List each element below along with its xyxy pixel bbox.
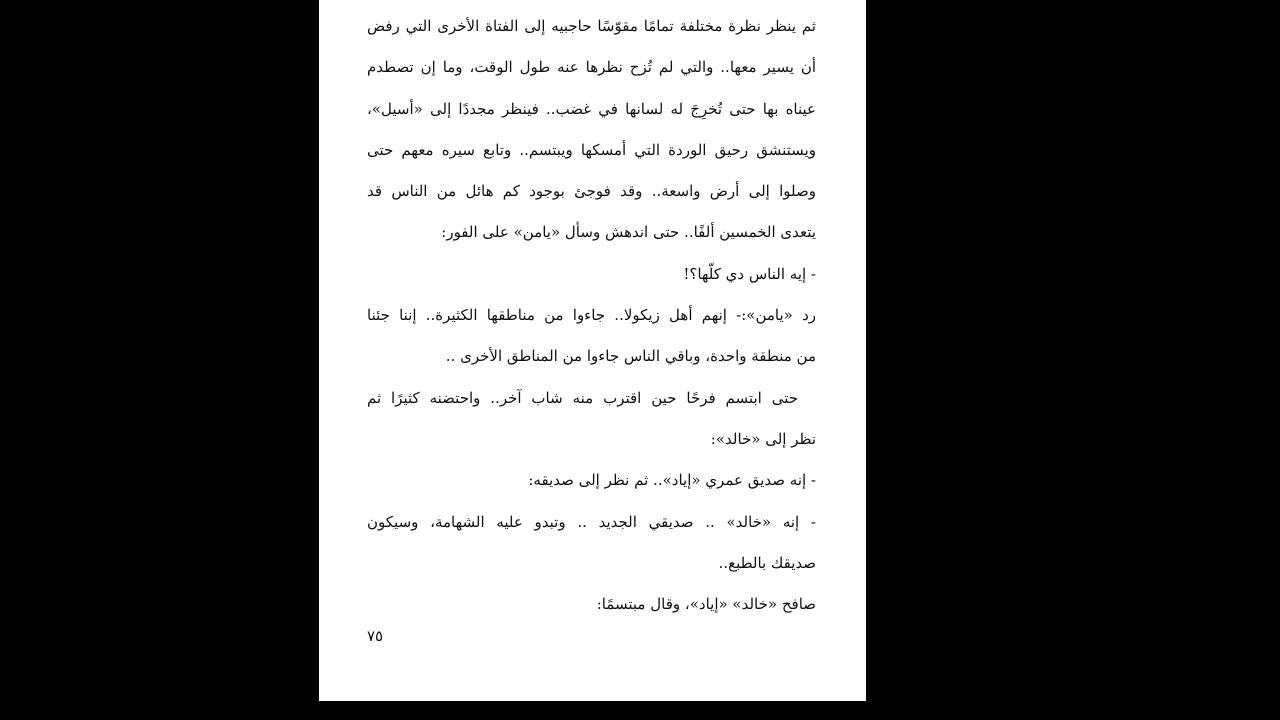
text-line: أن يسير معها.. والتي لم تُزح نظرها عنه طول الوقت، وما إن تصطدم [367,58,816,77]
dialogue-line: - إنه «خالد» .. صديقي الجديد .. وتبدو عليه الشهامة، وسيكون [367,512,816,531]
text-line: صديقك بالطبع.. [718,553,816,572]
page-body-text [367,6,816,625]
page-number: ٧٥ [367,627,384,645]
book-page [319,0,866,701]
text-line: نظر إلى «خالد»: [710,429,816,448]
text-line: يتعدى الخمسين ألفًا.. حتى اندهش وسأل «يامن» على الفور: [441,223,816,242]
text-line: ويستنشق رحيق الوردة التي أمسكها ويبتسم.. وتابع سيره معهم حتى [367,140,816,159]
dialogue-line: - إنه صديق عمري «إياد».. ثم نظر إلى صديقه: [528,471,816,490]
dialogue-line: - إيه الناس دي كلّها؟! [683,264,816,283]
text-line: حتى ابتسم فرحًا حين اقترب منه شاب آخر.. واحتضنه كثيرًا ثم [367,388,798,407]
text-line: وصلوا إلى أرض واسعة.. وقد فوجئ بوجود كم هائل من الناس قد [367,182,816,201]
text-line: عيناه بها حتى تُخرِجَ له لسانها في غضب.. فينظر مجددًا إلى «أسيل»، [367,99,816,118]
text-line: رد «يامن»:- إنهم أهل زيكولا.. جاءوا من مناطقها الكثيرة.. إننا جئنا [367,306,816,325]
text-line: ثم ينظر نظرة مختلفة تمامًا مقوّسًا حاجبيه إلى الفتاة الأخرى التي رفض [367,17,816,35]
text-line: من منطقة واحدة، وباقي الناس جاءوا من المناطق الأخرى .. [445,347,816,366]
text-line: صافح «خالد» «إياد»، وقال مبتسمًا: [596,595,816,614]
